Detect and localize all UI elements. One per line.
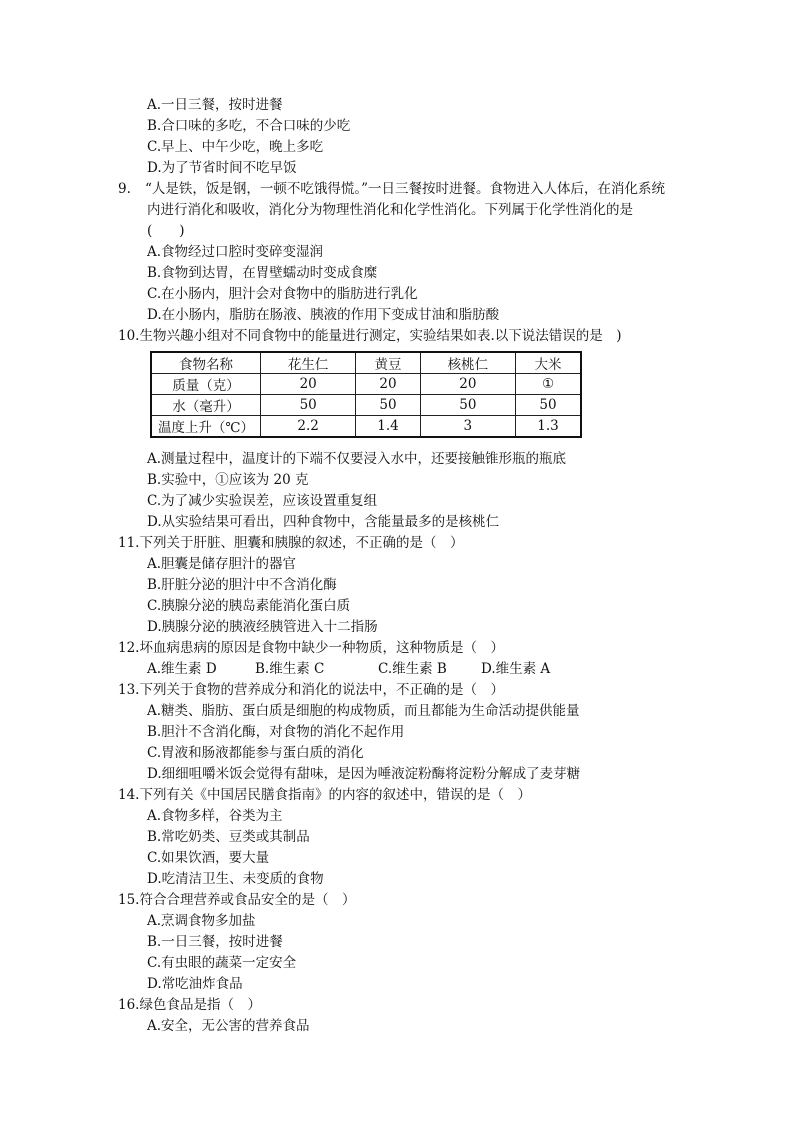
q11-option-b: B.肝脏分泌的胆汁中不含消化酶: [147, 577, 337, 593]
table-header-cell: 核桃仁: [420, 352, 515, 374]
q9-stem-line1: “人是铁，饭是钢，一顿不吃饿得慌。”一日三餐按时进餐。食物进入人体后，在消化系统: [145, 181, 666, 197]
table-cell: 20: [261, 374, 356, 395]
q11-option-d: D.胰腺分泌的胰液经胰管进入十二指肠: [147, 619, 378, 635]
table-cell: 20: [420, 374, 515, 395]
q9-stem-line3: ( ): [147, 223, 185, 239]
q9-option-a: A.食物经过口腔时变碎变湿润: [147, 244, 324, 260]
q8-option-a: A.一日三餐，按时进餐: [147, 97, 283, 113]
q13-option-b: B.胆汁不含消化酶，对食物的消化不起作用: [147, 724, 405, 740]
q8-option-d: D.为了节省时间不吃早饭: [147, 160, 297, 176]
table-header-cell: 大米: [516, 352, 581, 374]
table-cell: ①: [516, 374, 581, 395]
table-row: [151, 416, 581, 438]
table-cell: 50: [516, 395, 581, 416]
q12-options-row: [147, 659, 607, 679]
q12-option-b: B.维生素 C: [255, 661, 325, 677]
q14-option-b: B.常吃奶类、豆类或其制品: [147, 829, 310, 845]
table-row: [151, 374, 581, 395]
table-header-row: [151, 352, 581, 374]
q14-option-c: C.如果饮酒，要大量: [147, 850, 270, 866]
q12-option-a: A.维生素 D: [147, 661, 217, 677]
q13-option-c: C.胃液和肠液都能参与蛋白质的消化: [147, 745, 364, 761]
q14-stem: 14.下列有关《中国居民膳食指南》的内容的叙述中，错误的是（ ）: [118, 787, 531, 803]
q10-option-b: B.实验中，①应该为 20 克: [147, 472, 309, 488]
q10-stem: 10.生物兴趣小组对不同食物中的能量进行测定，实验结果如表.以下说法错误的是 ): [118, 328, 622, 344]
food-energy-table: [150, 351, 582, 438]
q12-option-c: C.维生素 B: [378, 661, 447, 677]
q8-option-c: C.早上、中午少吃，晚上多吃: [147, 139, 324, 155]
table-cell: 温度上升（℃）: [151, 416, 261, 438]
table-header-cell: 食物名称: [151, 352, 261, 374]
q9-option-b: B.食物到达胃，在胃壁蠕动时变成食糜: [147, 265, 378, 281]
q15-option-b: B.一日三餐，按时进餐: [147, 934, 283, 950]
q15-option-a: A.烹调食物多加盐: [147, 913, 256, 929]
q13-stem: 13.下列关于食物的营养成分和消化的说法中，不正确的是（ ）: [118, 682, 504, 698]
q16-stem: 16.绿色食品是指（ ）: [118, 997, 261, 1013]
q10-option-c: C.为了减少实验误差，应该设置重复组: [147, 493, 378, 509]
q13-option-a: A.糖类、脂肪、蛋白质是细胞的构成物质，而且都能为生命活动提供能量: [147, 703, 580, 719]
q14-option-a: A.食物多样，谷类为主: [147, 808, 283, 824]
q9-stem-line2: 内进行消化和吸收，消化分为物理性消化和化学性消化。下列属于化学性消化的是: [147, 202, 633, 218]
table-cell: 3: [420, 416, 515, 438]
q9-option-c: C.在小肠内，胆汁会对食物中的脂肪进行乳化: [147, 286, 418, 302]
q12-stem: 12.坏血病患病的原因是食物中缺少一种物质，这种物质是（ ）: [118, 640, 504, 656]
q11-stem: 11.下列关于肝脏、胆囊和胰腺的叙述，不正确的是（ ）: [118, 535, 464, 551]
table-cell: 50: [356, 395, 420, 416]
table-cell: 水（毫升）: [151, 395, 261, 416]
table-cell: 20: [356, 374, 420, 395]
q15-option-d: D.常吃油炸食品: [147, 976, 243, 992]
table-cell: 50: [420, 395, 515, 416]
table-cell: 50: [261, 395, 356, 416]
q11-option-a: A.胆囊是储存胆汁的器官: [147, 556, 297, 572]
q16-option-a: A.安全，无公害的营养食品: [147, 1018, 310, 1034]
q10-option-d: D.从实验结果可看出，四种食物中，含能量最多的是核桃仁: [147, 514, 500, 530]
q15-stem: 15.符合合理营养或食品安全的是（ ）: [118, 892, 356, 908]
table-cell: 1.4: [356, 416, 420, 438]
q13-option-d: D.细细咀嚼米饭会觉得有甜味，是因为唾液淀粉酶将淀粉分解成了麦芽糖: [147, 766, 581, 782]
table-cell: 质量（克）: [151, 374, 261, 395]
table-cell: 2.2: [261, 416, 356, 438]
q11-option-c: C.胰腺分泌的胰岛素能消化蛋白质: [147, 598, 351, 614]
q15-option-c: C.有虫眼的蔬菜一定安全: [147, 955, 297, 971]
q14-option-d: D.吃清洁卫生、未变质的食物: [147, 871, 324, 887]
q8-option-b: B.合口味的多吃，不合口味的少吃: [147, 118, 351, 134]
q10-option-a: A.测量过程中，温度计的下端不仅要浸入水中，还要接触锥形瓶的瓶底: [147, 451, 567, 467]
q9-number: 9.: [118, 181, 131, 197]
table-header-cell: 花生仁: [261, 352, 356, 374]
table-cell: 1.3: [516, 416, 581, 438]
q9-option-d: D.在小肠内，脂肪在肠液、胰液的作用下变成甘油和脂肪酸: [147, 307, 500, 323]
q12-option-d: D.维生素 A: [481, 661, 551, 677]
table-header-cell: 黄豆: [356, 352, 420, 374]
table-row: [151, 395, 581, 416]
